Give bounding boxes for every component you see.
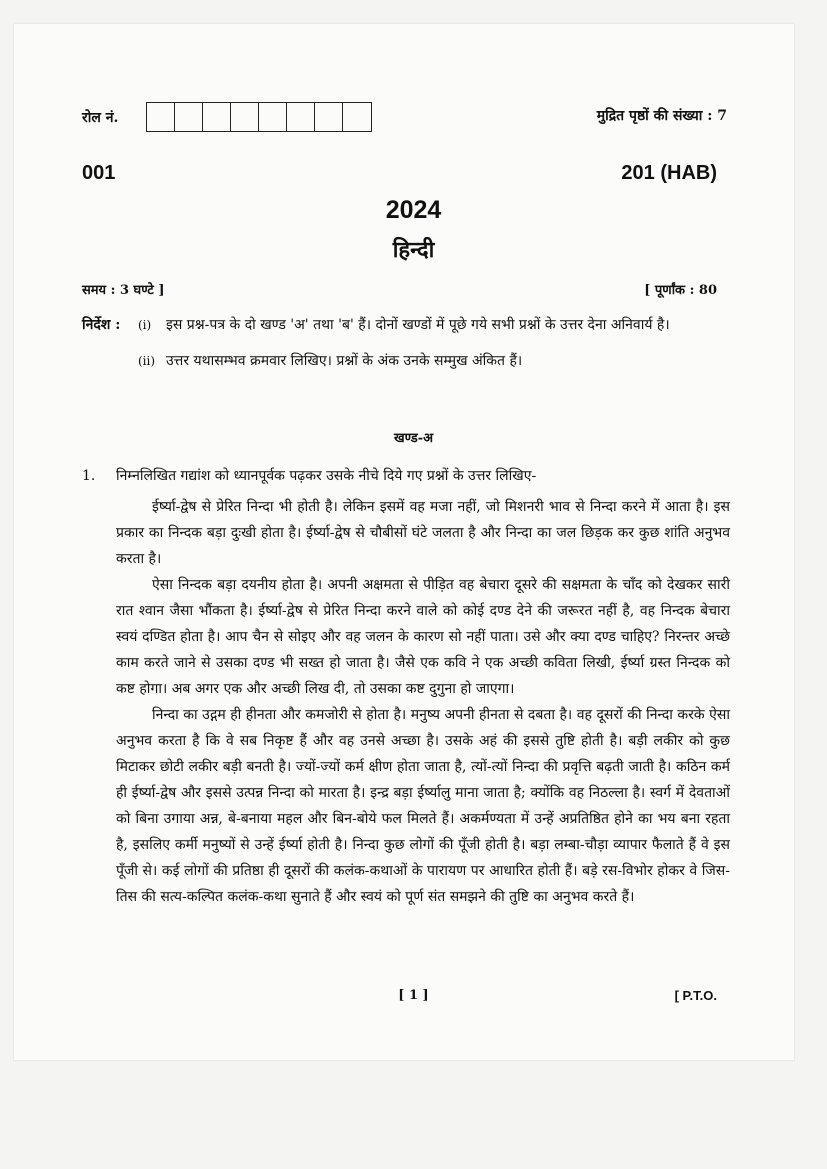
- passage-paragraph: निन्दा का उद्गम ही हीनता और कमजोरी से होता है। मनुष्य अपनी हीनता से दबता है। वह दूसरों की निन्दा करके ऐसा अनुभव करता है कि वे सब निकृष्ट हैं और वह उनसे अच्छा है। उसके अहं की इससे तुष्टि होती है। बड़ी लकीर को कुछ मिटाकर छोटी लकीर बड़ी बनती है। ज्यों-ज्यों कर्म क्षीण होता जाता है, त्यों-त्यों निन्दा की प्रवृत्ति बढ़ती जाती है। कठिन कर्म ही ईर्ष्या-द्वेष और इससे उत्पन्न निन्दा को मारता है। इन्द्र बड़ा ईर्ष्यालु माना जाता है; क्योंकि वह निठल्ला है। स्वर्ग में देवताओं को बिना उगाया अन्न, बे-बनाया महल और बिन-बोये फल मिलते हैं। अकर्मण्यता में उन्हें अप्रतिष्ठित होने का भय बना रहता है, इसलिए कर्मी मनुष्यों से उन्हें ईर्ष्या होती है। निन्दा कुछ लोगों की पूँजी होती है। बड़ा लम्बा-चौड़ा व्यापार फैलाते हैं वे इस पूँजी से। कई लोगों की प्रतिष्ठा ही दूसरों की कलंक-कथाओं के पारायण पर आधारित होती हैं। बड़े रस-विभोर होकर वे जिस-तिस की सत्य-कल्पित कलंक-कथा सुनाते हैं और स्वयं को पूर्ण संत समझने की तुष्टि का अनुभव करते हैं।: [116, 707, 730, 905]
- roll-digit-box[interactable]: [315, 103, 343, 131]
- question-number: 1.: [82, 468, 96, 484]
- passage-paragraph: ऐसा निन्दक बड़ा दयनीय होता है। अपनी अक्षमता से पीड़ित वह बेचारा दूसरे की सक्षमता के चाँद को देखकर सारी रात श्वान जैसा भौंकता है। ईर्ष्या-द्वेष से प्रेरित निन्दा करने वाले को कोई दण्ड देने की जरूरत नहीं है, वह निन्दक बेचारा स्वयं दण्डित होता है। आप चैन से सोइए और वह जलन के कारण सो नहीं पाता। उसे और क्या दण्ड चाहिए? निरन्तर अच्छे काम करते जाने से उसका दण्ड भी सख्त हो जाता है। जैसे एक कवि ने एक अच्छी कविता लिखी, ईर्ष्या ग्रस्त निन्दक को कष्ट होगा। अब अगर एक और अच्छी लिख दी, तो उसका कष्ट दुगुना हो जाएगा।: [116, 577, 730, 697]
- roll-digit-box[interactable]: [203, 103, 231, 131]
- question-prompt: निम्नलिखित गद्यांश को ध्यानपूर्वक पढ़कर उसके नीचे दिये गए प्रश्नों के उत्तर लिखिए-: [116, 468, 537, 484]
- instruction-number: (ii): [138, 354, 156, 368]
- paper-serial-code: 001: [82, 162, 116, 184]
- roll-number-label: रोल नं.: [82, 110, 119, 126]
- instruction-text: इस प्रश्न-पत्र के दो खण्ड 'अ' तथा 'ब' हैं। दोनों खण्डों में पूछे गये सभी प्रश्नों के उत्तर देना अनिवार्य है।: [166, 317, 670, 333]
- roll-digit-box[interactable]: [231, 103, 259, 131]
- roll-digit-box[interactable]: [175, 103, 203, 131]
- question-1: [82, 466, 730, 486]
- exam-year: 2024: [385, 196, 442, 224]
- instruction-number: (i): [138, 318, 152, 332]
- instructions-block: [82, 310, 732, 376]
- roll-digit-box[interactable]: [287, 103, 315, 131]
- passage: [116, 494, 730, 910]
- instruction-item: [82, 310, 732, 340]
- roll-digit-box[interactable]: [147, 103, 175, 131]
- section-title: खण्ड-अ: [393, 431, 434, 446]
- passage-paragraph: ईर्ष्या-द्वेष से प्रेरित निन्दा भी होती है। लेकिन इसमें वह मजा नहीं, जो मिशनरी भाव से निन्दा करने में आता है। इस प्रकार का निन्दक बड़ा दुःखी होता है। ईर्ष्या-द्वेष से चौबीसों घंटे जलता है और निन्दा का जल छिड़क कर कुछ शांति अनुभव करता है।: [116, 499, 730, 567]
- pto-marker: [ P.T.O.: [674, 988, 717, 1003]
- instruction-text: उत्तर यथासम्भव क्रमवार लिखिए। प्रश्नों के अंक उनके सम्मुख अंकित हैं।: [166, 353, 523, 369]
- instructions-label: निर्देश :: [82, 317, 121, 333]
- max-marks: [ पूर्णांक : 80: [644, 283, 717, 298]
- instruction-item: [82, 346, 732, 376]
- roll-number-boxes[interactable]: [146, 102, 372, 132]
- printed-pages-count: मुद्रित पृष्ठों की संख्या : 7: [596, 108, 727, 124]
- roll-digit-box[interactable]: [259, 103, 287, 131]
- paper-subject-code: 201 (HAB): [621, 162, 717, 184]
- time-allowed: समय : 3 घण्टे ]: [82, 283, 165, 298]
- subject-title: हिन्दी: [392, 237, 435, 263]
- roll-digit-box[interactable]: [343, 103, 371, 131]
- page-number: [ 1 ]: [398, 988, 429, 1003]
